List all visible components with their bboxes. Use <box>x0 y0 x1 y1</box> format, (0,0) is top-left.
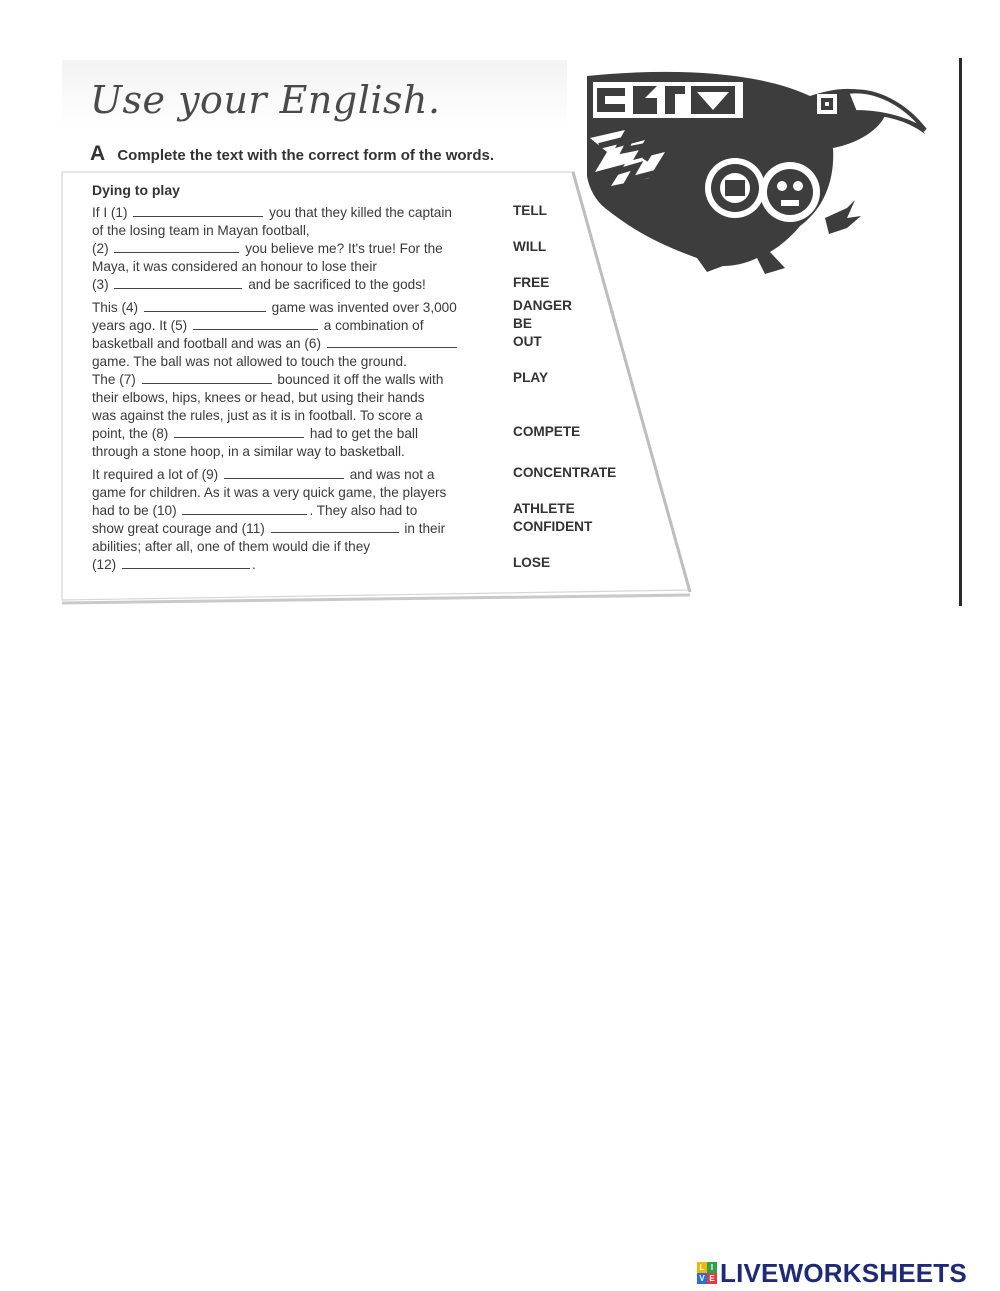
text-line-3 <box>92 240 443 258</box>
text-line-11 <box>92 389 425 407</box>
line-text: you believe me? It's true! For the <box>245 241 443 256</box>
keyword-free: FREE <box>513 275 550 290</box>
text-line-7 <box>92 317 424 335</box>
text-line-8 <box>92 335 459 353</box>
text-line-14 <box>92 443 405 461</box>
keyword-danger: DANGER <box>513 298 572 313</box>
line-text: and was not a <box>349 467 435 482</box>
mark-tile: I <box>707 1262 717 1273</box>
line-text: was against the rules, just as it is in football. To score a <box>92 408 423 423</box>
line-text: had to be (10) <box>92 503 177 518</box>
line-text: their elbows, hips, knees or head, but using their hands <box>92 390 425 405</box>
line-text: game was invented over 3,000 <box>271 300 457 315</box>
brand-name: LIVEWORKSHEETS <box>720 1257 967 1288</box>
text-line-20 <box>92 556 256 574</box>
exercise-heading: Dying to play <box>92 182 180 198</box>
text-line-1 <box>92 204 452 222</box>
keyword-out: OUT <box>513 334 542 349</box>
line-text: (2) <box>92 241 109 256</box>
text-line-16 <box>92 484 446 502</box>
keyword-lose: LOSE <box>513 555 551 570</box>
text-line-19 <box>92 538 370 556</box>
line-text: show great courage and (11) <box>92 521 265 536</box>
line-text: . They also had to <box>309 503 418 518</box>
line-text: It required a lot of (9) <box>92 467 219 482</box>
exercise-text <box>92 182 492 572</box>
answer-blank-11[interactable] <box>271 520 399 533</box>
text-line-18 <box>92 520 445 538</box>
answer-blank-3[interactable] <box>114 276 242 289</box>
line-text: of the losing team in Mayan football, <box>92 223 310 238</box>
text-line-15 <box>92 466 434 484</box>
line-text: abilities; after all, one of them would die if they <box>92 539 371 554</box>
liveworksheets-mark-icon <box>697 1262 717 1284</box>
line-text: (3) <box>92 277 109 292</box>
answer-blank-7[interactable] <box>142 371 272 384</box>
instruction-letter: A <box>90 142 106 165</box>
line-text: point, the (8) <box>92 426 169 441</box>
mark-tile: V <box>697 1273 707 1284</box>
mark-tile: L <box>697 1262 707 1273</box>
text-line-6 <box>92 299 457 317</box>
answer-blank-6[interactable] <box>327 335 457 348</box>
answer-blank-9[interactable] <box>224 466 344 479</box>
answer-blank-1[interactable] <box>133 204 263 217</box>
keyword-compete: COMPETE <box>513 424 581 439</box>
line-text: you that they killed the captain <box>269 205 452 220</box>
line-text: years ago. It (5) <box>92 318 188 333</box>
answer-blank-12[interactable] <box>122 556 250 569</box>
text-line-12 <box>92 407 423 425</box>
text-line-2 <box>92 222 310 240</box>
line-text: If I (1) <box>92 205 128 220</box>
text-line-13 <box>92 425 418 443</box>
mark-tile: E <box>707 1273 717 1284</box>
line-text: in their <box>404 521 446 536</box>
line-text: bounced it off the walls with <box>277 372 444 387</box>
keyword-tell: TELL <box>513 203 547 218</box>
line-text: had to get the ball <box>309 426 418 441</box>
text-line-9 <box>92 353 407 371</box>
answer-blank-10[interactable] <box>182 502 307 515</box>
keyword-athlete: ATHLETE <box>513 501 575 516</box>
liveworksheets-logo[interactable] <box>697 1258 967 1288</box>
instruction-text: Complete the text with the correct form of the words. <box>117 147 495 164</box>
text-line-5 <box>92 276 426 294</box>
mayan-bird-illustration <box>585 68 930 280</box>
keyword-concentrate: CONCENTRATE <box>513 465 617 480</box>
keyword-confident: CONFIDENT <box>513 519 593 534</box>
keyword-will: WILL <box>513 239 547 254</box>
line-text: basketball and football and was an (6) <box>92 336 321 351</box>
text-line-10 <box>92 371 443 389</box>
line-text: (12) <box>92 557 117 572</box>
line-text: This (4) <box>92 300 139 315</box>
line-text: and be sacrificed to the gods! <box>248 277 426 292</box>
line-text: game. The ball was not allowed to touch the ground. <box>92 354 407 369</box>
keyword-play: PLAY <box>513 370 549 385</box>
answer-blank-2[interactable] <box>114 240 239 253</box>
answer-blank-4[interactable] <box>144 299 266 312</box>
line-text: game for children. As it was a very quick game, the players <box>92 485 447 500</box>
keyword-be: BE <box>513 316 532 331</box>
line-text: The (7) <box>92 372 136 387</box>
line-text: Maya, it was considered an honour to lose their <box>92 259 377 274</box>
line-text: . <box>251 557 256 572</box>
line-text: a combination of <box>323 318 424 333</box>
answer-blank-5[interactable] <box>193 317 318 330</box>
text-line-17 <box>92 502 417 520</box>
page-title: Use your English. <box>90 78 441 122</box>
answer-blank-8[interactable] <box>174 425 304 438</box>
line-text: through a stone hoop, in a similar way to basketball. <box>92 444 405 459</box>
text-line-4 <box>92 258 377 276</box>
